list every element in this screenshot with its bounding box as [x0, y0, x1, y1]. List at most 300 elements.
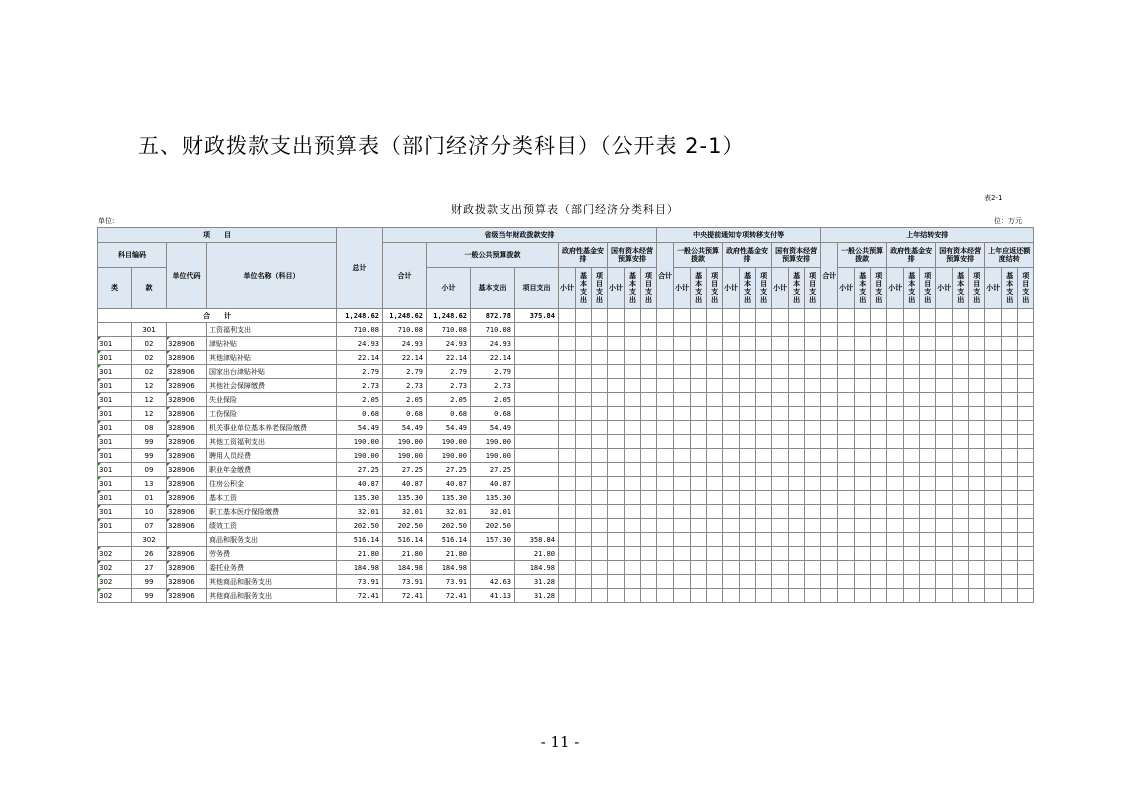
empty-cell	[657, 421, 674, 435]
empty-cell	[723, 561, 740, 575]
empty-cell	[920, 463, 936, 477]
row-small: 202.50	[427, 519, 471, 533]
empty-cell	[576, 365, 592, 379]
empty-cell	[953, 589, 969, 603]
empty-cell	[756, 505, 772, 519]
row-class: 301	[98, 491, 132, 505]
empty-cell	[772, 575, 789, 589]
empty-cell	[1002, 589, 1018, 603]
empty-cell	[674, 309, 691, 323]
header-sub-basic: 基本支出	[789, 268, 805, 309]
row-sum: 24.93	[383, 337, 427, 351]
empty-cell	[657, 575, 674, 589]
empty-cell	[838, 421, 855, 435]
row-unit-name: 津贴补贴	[207, 337, 337, 351]
empty-cell	[756, 477, 772, 491]
row-grand: 190.00	[337, 435, 383, 449]
empty-cell	[641, 561, 657, 575]
empty-cell	[576, 421, 592, 435]
empty-cell	[608, 505, 625, 519]
empty-cell	[674, 575, 691, 589]
row-unit-name: 职业年金缴费	[207, 463, 337, 477]
empty-cell	[1002, 309, 1018, 323]
empty-cell	[1018, 463, 1034, 477]
empty-cell	[657, 309, 674, 323]
row-item: 99	[132, 575, 167, 589]
empty-cell	[1018, 323, 1034, 337]
empty-cell	[756, 421, 772, 435]
empty-cell	[740, 379, 756, 393]
empty-cell	[641, 323, 657, 337]
empty-cell	[740, 323, 756, 337]
empty-cell	[904, 393, 920, 407]
empty-cell	[805, 337, 821, 351]
row-basic: 710.08	[471, 323, 515, 337]
empty-cell	[789, 407, 805, 421]
empty-cell	[855, 449, 871, 463]
empty-cell	[920, 561, 936, 575]
empty-cell	[789, 323, 805, 337]
empty-cell	[953, 533, 969, 547]
empty-cell	[740, 393, 756, 407]
empty-cell	[985, 421, 1002, 435]
empty-cell	[887, 575, 904, 589]
empty-cell	[772, 533, 789, 547]
empty-cell	[838, 337, 855, 351]
empty-cell	[789, 393, 805, 407]
row-unit-code: 328906	[167, 421, 207, 435]
row-small: 72.41	[427, 589, 471, 603]
row-sum: 0.68	[383, 407, 427, 421]
row-small: 40.87	[427, 477, 471, 491]
empty-cell	[936, 449, 953, 463]
empty-cell	[625, 323, 641, 337]
row-grand: 190.00	[337, 449, 383, 463]
empty-cell	[805, 491, 821, 505]
row-item: 26	[132, 547, 167, 561]
empty-cell	[1002, 435, 1018, 449]
empty-cell	[936, 519, 953, 533]
empty-cell	[559, 519, 576, 533]
table-row	[98, 323, 1034, 337]
empty-cell	[953, 561, 969, 575]
empty-cell	[855, 575, 871, 589]
row-basic: 42.63	[471, 575, 515, 589]
empty-cell	[592, 323, 608, 337]
empty-cell	[625, 519, 641, 533]
row-basic: 2.73	[471, 379, 515, 393]
empty-cell	[920, 323, 936, 337]
row-sum: 190.00	[383, 449, 427, 463]
empty-cell	[871, 337, 887, 351]
header-sub-basic: 基本支出	[740, 268, 756, 309]
empty-cell	[969, 463, 985, 477]
total-basic: 872.78	[471, 309, 515, 323]
empty-cell	[707, 351, 723, 365]
empty-cell	[657, 407, 674, 421]
empty-cell	[559, 561, 576, 575]
row-unit-name: 劳务费	[207, 547, 337, 561]
empty-cell	[691, 561, 707, 575]
empty-cell	[904, 589, 920, 603]
table-row	[98, 519, 1034, 533]
empty-cell	[740, 519, 756, 533]
empty-cell	[723, 435, 740, 449]
empty-cell	[1018, 309, 1034, 323]
empty-cell	[855, 379, 871, 393]
empty-cell	[1002, 351, 1018, 365]
empty-cell	[674, 393, 691, 407]
row-class: 301	[98, 449, 132, 463]
empty-cell	[674, 337, 691, 351]
empty-cell	[657, 379, 674, 393]
empty-cell	[576, 351, 592, 365]
header-sub-proj: 项目支出	[805, 268, 821, 309]
empty-cell	[855, 589, 871, 603]
empty-cell	[838, 477, 855, 491]
empty-cell	[641, 365, 657, 379]
empty-cell	[887, 421, 904, 435]
empty-cell	[723, 547, 740, 561]
empty-cell	[707, 379, 723, 393]
empty-cell	[740, 575, 756, 589]
empty-cell	[805, 519, 821, 533]
row-small: 22.14	[427, 351, 471, 365]
total-grand: 1,248.62	[337, 309, 383, 323]
empty-cell	[674, 407, 691, 421]
empty-cell	[969, 477, 985, 491]
empty-cell	[707, 575, 723, 589]
header-sub-basic: 基本支出	[953, 268, 969, 309]
empty-cell	[723, 393, 740, 407]
row-sum: 54.49	[383, 421, 427, 435]
row-basic: 0.68	[471, 407, 515, 421]
empty-cell	[691, 589, 707, 603]
empty-cell	[953, 379, 969, 393]
header-sub-small: 小计	[936, 268, 953, 309]
header-sub-small: 小计	[985, 268, 1002, 309]
row-sum: 21.80	[383, 547, 427, 561]
row-class: 301	[98, 393, 132, 407]
row-project	[515, 477, 559, 491]
empty-cell	[805, 561, 821, 575]
table-row	[98, 435, 1034, 449]
row-class	[98, 533, 132, 547]
row-class: 302	[98, 561, 132, 575]
empty-cell	[707, 477, 723, 491]
row-class: 302	[98, 575, 132, 589]
row-sum: 40.87	[383, 477, 427, 491]
empty-cell	[789, 435, 805, 449]
empty-cell	[855, 407, 871, 421]
empty-cell	[805, 323, 821, 337]
table-row	[98, 393, 1034, 407]
empty-cell	[691, 575, 707, 589]
empty-cell	[789, 533, 805, 547]
table-row	[98, 351, 1034, 365]
empty-cell	[576, 393, 592, 407]
empty-cell	[592, 365, 608, 379]
empty-cell	[674, 365, 691, 379]
empty-cell	[576, 463, 592, 477]
header-sub-small: 小计	[887, 268, 904, 309]
row-item: 02	[132, 365, 167, 379]
empty-cell	[871, 463, 887, 477]
empty-cell	[904, 477, 920, 491]
empty-cell	[855, 435, 871, 449]
empty-cell	[904, 561, 920, 575]
empty-cell	[904, 491, 920, 505]
empty-cell	[723, 337, 740, 351]
empty-cell	[936, 393, 953, 407]
empty-cell	[657, 435, 674, 449]
header-unit-name: 单位名称（科目）	[207, 243, 337, 309]
empty-cell	[674, 589, 691, 603]
empty-cell	[641, 505, 657, 519]
empty-cell	[641, 547, 657, 561]
empty-cell	[641, 519, 657, 533]
header-sub-proj: 项目支出	[592, 268, 608, 309]
empty-cell	[592, 337, 608, 351]
empty-cell	[1002, 463, 1018, 477]
empty-cell	[838, 407, 855, 421]
header-central: 中央提前通知专项转移支付等	[657, 228, 821, 243]
empty-cell	[789, 589, 805, 603]
empty-cell	[756, 547, 772, 561]
empty-cell	[641, 407, 657, 421]
empty-cell	[887, 351, 904, 365]
empty-cell	[985, 407, 1002, 421]
row-item: 12	[132, 393, 167, 407]
row-class	[98, 323, 132, 337]
empty-cell	[920, 575, 936, 589]
empty-cell	[805, 379, 821, 393]
empty-cell	[789, 351, 805, 365]
empty-cell	[855, 491, 871, 505]
empty-cell	[756, 575, 772, 589]
empty-cell	[772, 393, 789, 407]
empty-cell	[789, 575, 805, 589]
empty-cell	[1002, 407, 1018, 421]
row-sum: 27.25	[383, 463, 427, 477]
empty-cell	[985, 323, 1002, 337]
empty-cell	[559, 547, 576, 561]
empty-cell	[855, 309, 871, 323]
empty-cell	[772, 337, 789, 351]
empty-cell	[691, 533, 707, 547]
empty-cell	[592, 477, 608, 491]
empty-cell	[985, 491, 1002, 505]
empty-cell	[936, 491, 953, 505]
empty-cell	[691, 477, 707, 491]
empty-cell	[789, 463, 805, 477]
empty-cell	[608, 309, 625, 323]
empty-cell	[691, 323, 707, 337]
empty-cell	[707, 463, 723, 477]
row-class: 301	[98, 463, 132, 477]
empty-cell	[707, 449, 723, 463]
row-basic: 135.30	[471, 491, 515, 505]
table-title: 财政拨款支出预算表（部门经济分类科目）	[451, 203, 679, 216]
header-sub-small: 小计	[674, 268, 691, 309]
empty-cell	[707, 505, 723, 519]
empty-cell	[969, 365, 985, 379]
header-sub-proj: 项目支出	[641, 268, 657, 309]
empty-cell	[969, 505, 985, 519]
empty-cell	[723, 309, 740, 323]
empty-cell	[707, 547, 723, 561]
unit-label: 单位:	[98, 217, 115, 225]
empty-cell	[920, 589, 936, 603]
empty-cell	[985, 519, 1002, 533]
empty-cell	[756, 449, 772, 463]
row-unit-code: 328906	[167, 547, 207, 561]
row-unit-code: 328906	[167, 407, 207, 421]
empty-cell	[657, 323, 674, 337]
empty-cell	[821, 547, 838, 561]
empty-cell	[657, 519, 674, 533]
empty-cell	[641, 435, 657, 449]
empty-cell	[838, 379, 855, 393]
row-class: 301	[98, 365, 132, 379]
empty-cell	[904, 309, 920, 323]
empty-cell	[887, 505, 904, 519]
row-item: 01	[132, 491, 167, 505]
empty-cell	[821, 561, 838, 575]
row-sum: 516.14	[383, 533, 427, 547]
empty-cell	[723, 589, 740, 603]
header-sub-small: 小计	[772, 268, 789, 309]
empty-cell	[559, 351, 576, 365]
row-grand: 516.14	[337, 533, 383, 547]
empty-cell	[1018, 519, 1034, 533]
empty-cell	[936, 575, 953, 589]
empty-cell	[592, 505, 608, 519]
empty-cell	[657, 477, 674, 491]
header-small: 小计	[427, 268, 471, 309]
row-unit-code: 328906	[167, 491, 207, 505]
empty-cell	[1018, 393, 1034, 407]
row-unit-name: 委托业务费	[207, 561, 337, 575]
table-row	[98, 365, 1034, 379]
header-sum: 合计	[383, 243, 427, 309]
empty-cell	[1002, 505, 1018, 519]
empty-cell	[576, 407, 592, 421]
empty-cell	[887, 519, 904, 533]
empty-cell	[805, 589, 821, 603]
empty-cell	[838, 449, 855, 463]
total-project: 375.84	[515, 309, 559, 323]
row-class: 302	[98, 589, 132, 603]
empty-cell	[707, 393, 723, 407]
row-item: 12	[132, 407, 167, 421]
empty-cell	[608, 421, 625, 435]
empty-cell	[625, 351, 641, 365]
row-unit-code: 328906	[167, 589, 207, 603]
row-unit-name: 其他工资福利支出	[207, 435, 337, 449]
empty-cell	[1018, 449, 1034, 463]
row-basic: 24.93	[471, 337, 515, 351]
empty-cell	[887, 337, 904, 351]
empty-cell	[772, 323, 789, 337]
empty-cell	[904, 449, 920, 463]
empty-cell	[707, 323, 723, 337]
empty-cell	[920, 379, 936, 393]
empty-cell	[805, 421, 821, 435]
empty-cell	[592, 379, 608, 393]
empty-cell	[576, 491, 592, 505]
empty-cell	[772, 365, 789, 379]
empty-cell	[608, 463, 625, 477]
row-unit-code: 328906	[167, 337, 207, 351]
empty-cell	[657, 393, 674, 407]
empty-cell	[740, 407, 756, 421]
row-grand: 24.93	[337, 337, 383, 351]
empty-cell	[641, 337, 657, 351]
empty-cell	[625, 575, 641, 589]
empty-cell	[592, 407, 608, 421]
empty-cell	[936, 533, 953, 547]
empty-cell	[871, 505, 887, 519]
empty-cell	[559, 337, 576, 351]
header-central-state-capital: 国有资本经营预算安排	[772, 243, 821, 268]
empty-cell	[871, 435, 887, 449]
empty-cell	[920, 505, 936, 519]
empty-cell	[691, 379, 707, 393]
empty-cell	[657, 505, 674, 519]
empty-cell	[1002, 323, 1018, 337]
empty-cell	[559, 379, 576, 393]
empty-cell	[838, 561, 855, 575]
row-small: 2.73	[427, 379, 471, 393]
empty-cell	[969, 575, 985, 589]
empty-cell	[1002, 449, 1018, 463]
empty-cell	[608, 407, 625, 421]
empty-cell	[576, 337, 592, 351]
empty-cell	[641, 477, 657, 491]
empty-cell	[740, 561, 756, 575]
row-unit-code: 328906	[167, 351, 207, 365]
header-sub-proj: 项目支出	[969, 268, 985, 309]
table-row	[98, 379, 1034, 393]
empty-cell	[821, 477, 838, 491]
empty-cell	[904, 351, 920, 365]
empty-cell	[904, 337, 920, 351]
empty-cell	[707, 491, 723, 505]
row-basic: 157.30	[471, 533, 515, 547]
empty-cell	[740, 365, 756, 379]
empty-cell	[805, 309, 821, 323]
empty-cell	[723, 463, 740, 477]
empty-cell	[904, 547, 920, 561]
header-sub-small: 小计	[608, 268, 625, 309]
empty-cell	[985, 575, 1002, 589]
empty-cell	[657, 337, 674, 351]
empty-cell	[740, 309, 756, 323]
empty-cell	[625, 505, 641, 519]
empty-cell	[904, 519, 920, 533]
row-unit-code: 328906	[167, 393, 207, 407]
row-small: 190.00	[427, 435, 471, 449]
empty-cell	[855, 365, 871, 379]
empty-cell	[969, 407, 985, 421]
empty-cell	[936, 351, 953, 365]
empty-cell	[1018, 491, 1034, 505]
row-grand: 22.14	[337, 351, 383, 365]
empty-cell	[821, 421, 838, 435]
row-grand: 2.73	[337, 379, 383, 393]
empty-cell	[821, 491, 838, 505]
